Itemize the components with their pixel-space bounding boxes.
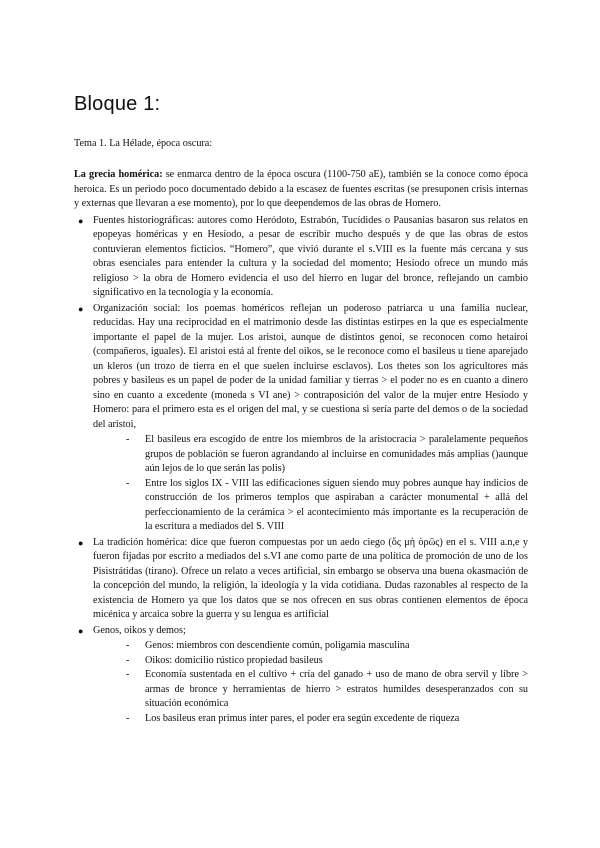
sub-item xyxy=(126,668,528,712)
topic-subtitle: Tema 1. La Hélade, época oscura: xyxy=(74,138,213,149)
bullet-text: La tradición homérica: dice que fueron compuestas por un aedo ciego (ὅς μὴ ὁρῶς) en el s. VIII a.n,e y fueron fijadas por escrito a mediados del s.VI ane como parte de una política de promoción de uno de los Pisistrátidas (tirano). Ofrece un relato a veces artificial, sin embargo se observa una buena okasmación de la concepción del mundo, la religión, la ideología y la vida cotidiana. Dudas razonables al respecto de la existencia de Homero ya que los datos que se nos ofrecen en sus obras contienen elementos de época micénica y arcaica sobre la guerra y su lengua es artificial xyxy=(93,536,528,620)
page-heading: Bloque 1: xyxy=(74,93,161,115)
sub-item xyxy=(126,477,528,535)
sub-item-text: Entre los siglos IX - VIII las edificaciones siguen siendo muy pobres aunque hay indicios de construcción de los primeros templos que aspiraban a carácter monumental + allá del perfeccionamiento de la cerámica > el acontecimiento más importante es la recuperación de la escritura a mediados del S. VIII xyxy=(145,477,528,532)
bullet-icon: ● xyxy=(78,537,84,548)
intro-paragraph xyxy=(74,168,528,212)
bullet-item-organizacion xyxy=(78,302,528,535)
bullet-text: Genos, oikos y demos; xyxy=(93,624,186,636)
bullet-item-tradicion xyxy=(78,536,528,623)
sub-item-text: Genos: miembros con descendiente común, poligamia masculina xyxy=(145,640,410,651)
bullet-item-fuentes xyxy=(78,214,528,301)
bullet-icon: ● xyxy=(78,625,84,636)
document-body xyxy=(74,168,528,727)
dash-icon: - xyxy=(126,669,130,680)
sub-list xyxy=(93,639,528,726)
sub-item xyxy=(126,654,528,669)
sub-item-text: Los basileus eran primus inter pares, el poder era según excedente de riqueza xyxy=(145,712,460,724)
sub-item-text: El basileus era escogido de entre los miembros de la aristocracia > paralelamente pequeños grupos de población se fueron agrandando al incluirse en comunidades más amplias ()aunque aún lejos de lo que serán las polis) xyxy=(145,434,528,474)
dash-icon: - xyxy=(126,640,130,651)
sub-list xyxy=(93,433,528,535)
intro-text: se enmarca dentro de la época oscura (1100-750 aE), también se la conoce como época heroica. Es un periodo poco documentado debido a la escasez de fuentes escritas (se presuponen crisis internas y externas que llevaran a ese momento), por lo que deependemos de las obras de Homero. xyxy=(74,169,528,209)
intro-term: La grecia homérica: xyxy=(74,169,163,180)
bullet-item-genos xyxy=(78,624,528,727)
sub-item xyxy=(126,712,528,727)
dash-icon: - xyxy=(126,712,130,724)
sub-item-text: Oikos: domicilio rústico propiedad basileus xyxy=(145,654,323,666)
sub-item xyxy=(126,433,528,477)
dash-icon: - xyxy=(126,434,130,445)
sub-item xyxy=(126,639,528,654)
bullet-icon: ● xyxy=(78,303,84,314)
dash-icon: - xyxy=(126,477,130,489)
sub-item-text: Economía sustentada en el cultivo + cría del ganado + uso de mano de obra servil y libre > armas de bronce y herramientas de hierro > estratos humildes desesperanzados con su situación económica xyxy=(145,669,528,709)
bullet-text: Fuentes historiográficas: autores como Heródoto, Estrabón, Tucídides o Pausanias basaron sus relatos en epopeyas homéricas y en Hesíodo, a pesar de escribir mucho después y de que las obras de estos contuvieran elementos ficticios. “Homero”, que vivió durante el s.VIII es la fuente más cercana y sus obras esenciales para entender la cultura y la sociedad del momento; Hesíodo ofrece un mundo más religioso > la obra de Homero evidencia el uso del hierro en lugar del bronce, reflejando un cambio significativo en la tecnología y la economía. xyxy=(93,214,528,298)
bullet-list xyxy=(74,214,528,727)
dash-icon: - xyxy=(126,654,130,666)
bullet-icon: ● xyxy=(78,215,84,226)
bullet-text: Organización social: los poemas homéricos reflejan un poderoso patriarca u una familia nuclear, reducidas. Hay una reciprocidad en el matrimonio desde las distintas estirpes en la que es especialmente importante el papel de la mujer. Los aristoi, aunque de distintos genoi, se reconocen como hetairoi (compañeros, iguales). El aristoi está al frente del oikos, se le reconoce como el basileus u tiene aparejado un kleros (un trozo de tierra en el que suelen incluirse esclavos). Los thetes son los agricultores más pobres y basileus es un papel de poder de la unidad familiar y tierras > el poder no es en cuanto a dinero sino en cuanto a excedente (moneda s VI ane) > contraposición del valor de la mujer entre Hesíodo y Homero: para el primero esta es el origen del mal, y se cuestiona si sería parte del demos o de la sociedad del aristoi, xyxy=(93,302,528,430)
